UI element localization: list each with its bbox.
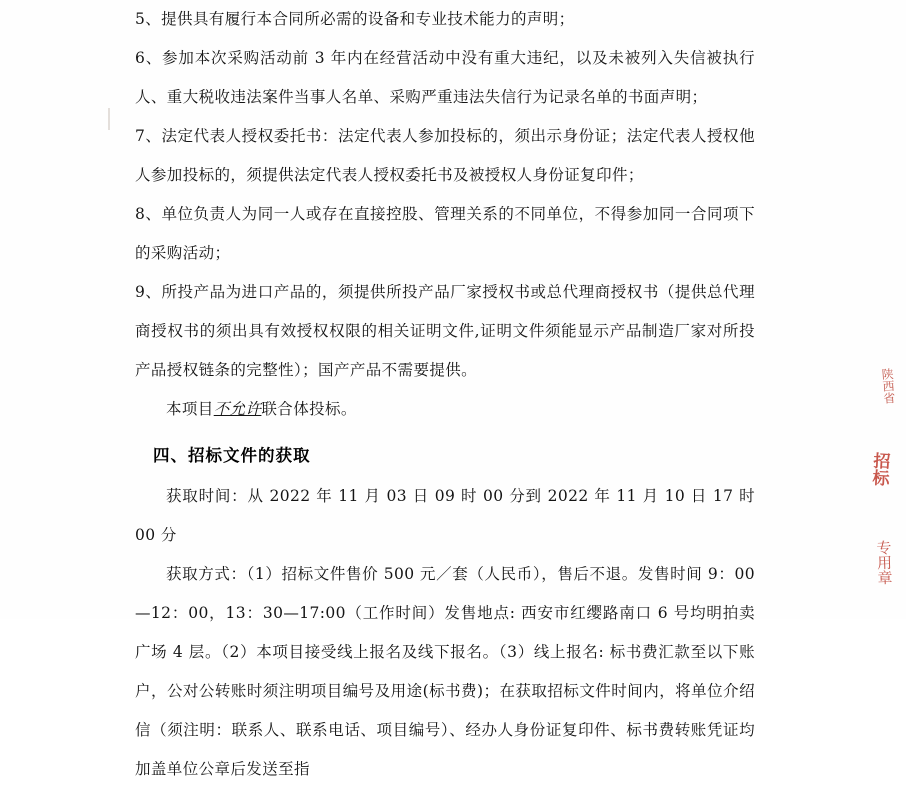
clause-8: 8、单位负责人为同一人或存在直接控股、管理关系的不同单位，不得参加同一合同项下的采购活动；	[135, 205, 755, 262]
clause-5: 5、提供具有履行本合同所必需的设备和专业技术能力的声明；	[135, 10, 575, 28]
joint-bid-prefix: 本项目	[166, 400, 214, 418]
seal-mark-bottom: 专用章	[874, 539, 894, 586]
joint-bid-suffix: 联合体投标。	[261, 400, 357, 418]
document-content	[135, 0, 755, 789]
acquisition-method: 获取方式：（1）招标文件售价 500 元／套（人民币），售后不退。发售时间 9：00—12：00，13：30—17:00（工作时间）发售地点: 西安市红缨路南口 6 号均明拍卖广场 4 层。（2）本项目接受线上报名及线下报名。（3）线上报名: 标书费汇款至以下账户，公对公转账时须注明项目编号及用途(标书费)；在获取招标文件时间内，将单位介绍信（须注明：联系人、联系电话、项目编号）、经办人身份证复印件、标书费转账凭证均加盖单位公章后发送至指	[135, 565, 755, 778]
section-heading-four: 四、招标文件的获取	[153, 446, 311, 465]
clause-9: 9、所投产品为进口产品的，须提供所投产品厂家授权书或总代理商授权书（提供总代理商授权书的须出具有效授权权限的相关证明文件,证明文件须能显示产品制造厂家对所投产品授权链条的完整性）；国产产品不需要提供。	[135, 283, 755, 379]
joint-bid-statement	[135, 390, 755, 429]
joint-bid-emphasis: 不允许	[213, 400, 262, 418]
page-edge-mark	[108, 108, 110, 130]
seal-mark-top: 陕西省	[879, 367, 897, 405]
seal-mark-middle: 招标	[868, 451, 890, 487]
clause-6: 6、参加本次采购活动前 3 年内在经营活动中没有重大违纪，以及未被列入失信被执行人、重大税收违法案件当事人名单、采购严重违法失信行为记录名单的书面声明；	[135, 49, 755, 106]
clause-7: 7、法定代表人授权委托书：法定代表人参加投标的，须出示身份证；法定代表人授权他人参加投标的，须提供法定代表人授权委托书及被授权人身份证复印件；	[135, 127, 755, 184]
acquisition-time: 获取时间：从 2022 年 11 月 03 日 09 时 00 分到 2022 年 11 月 10 日 17 时 00 分	[135, 487, 755, 544]
